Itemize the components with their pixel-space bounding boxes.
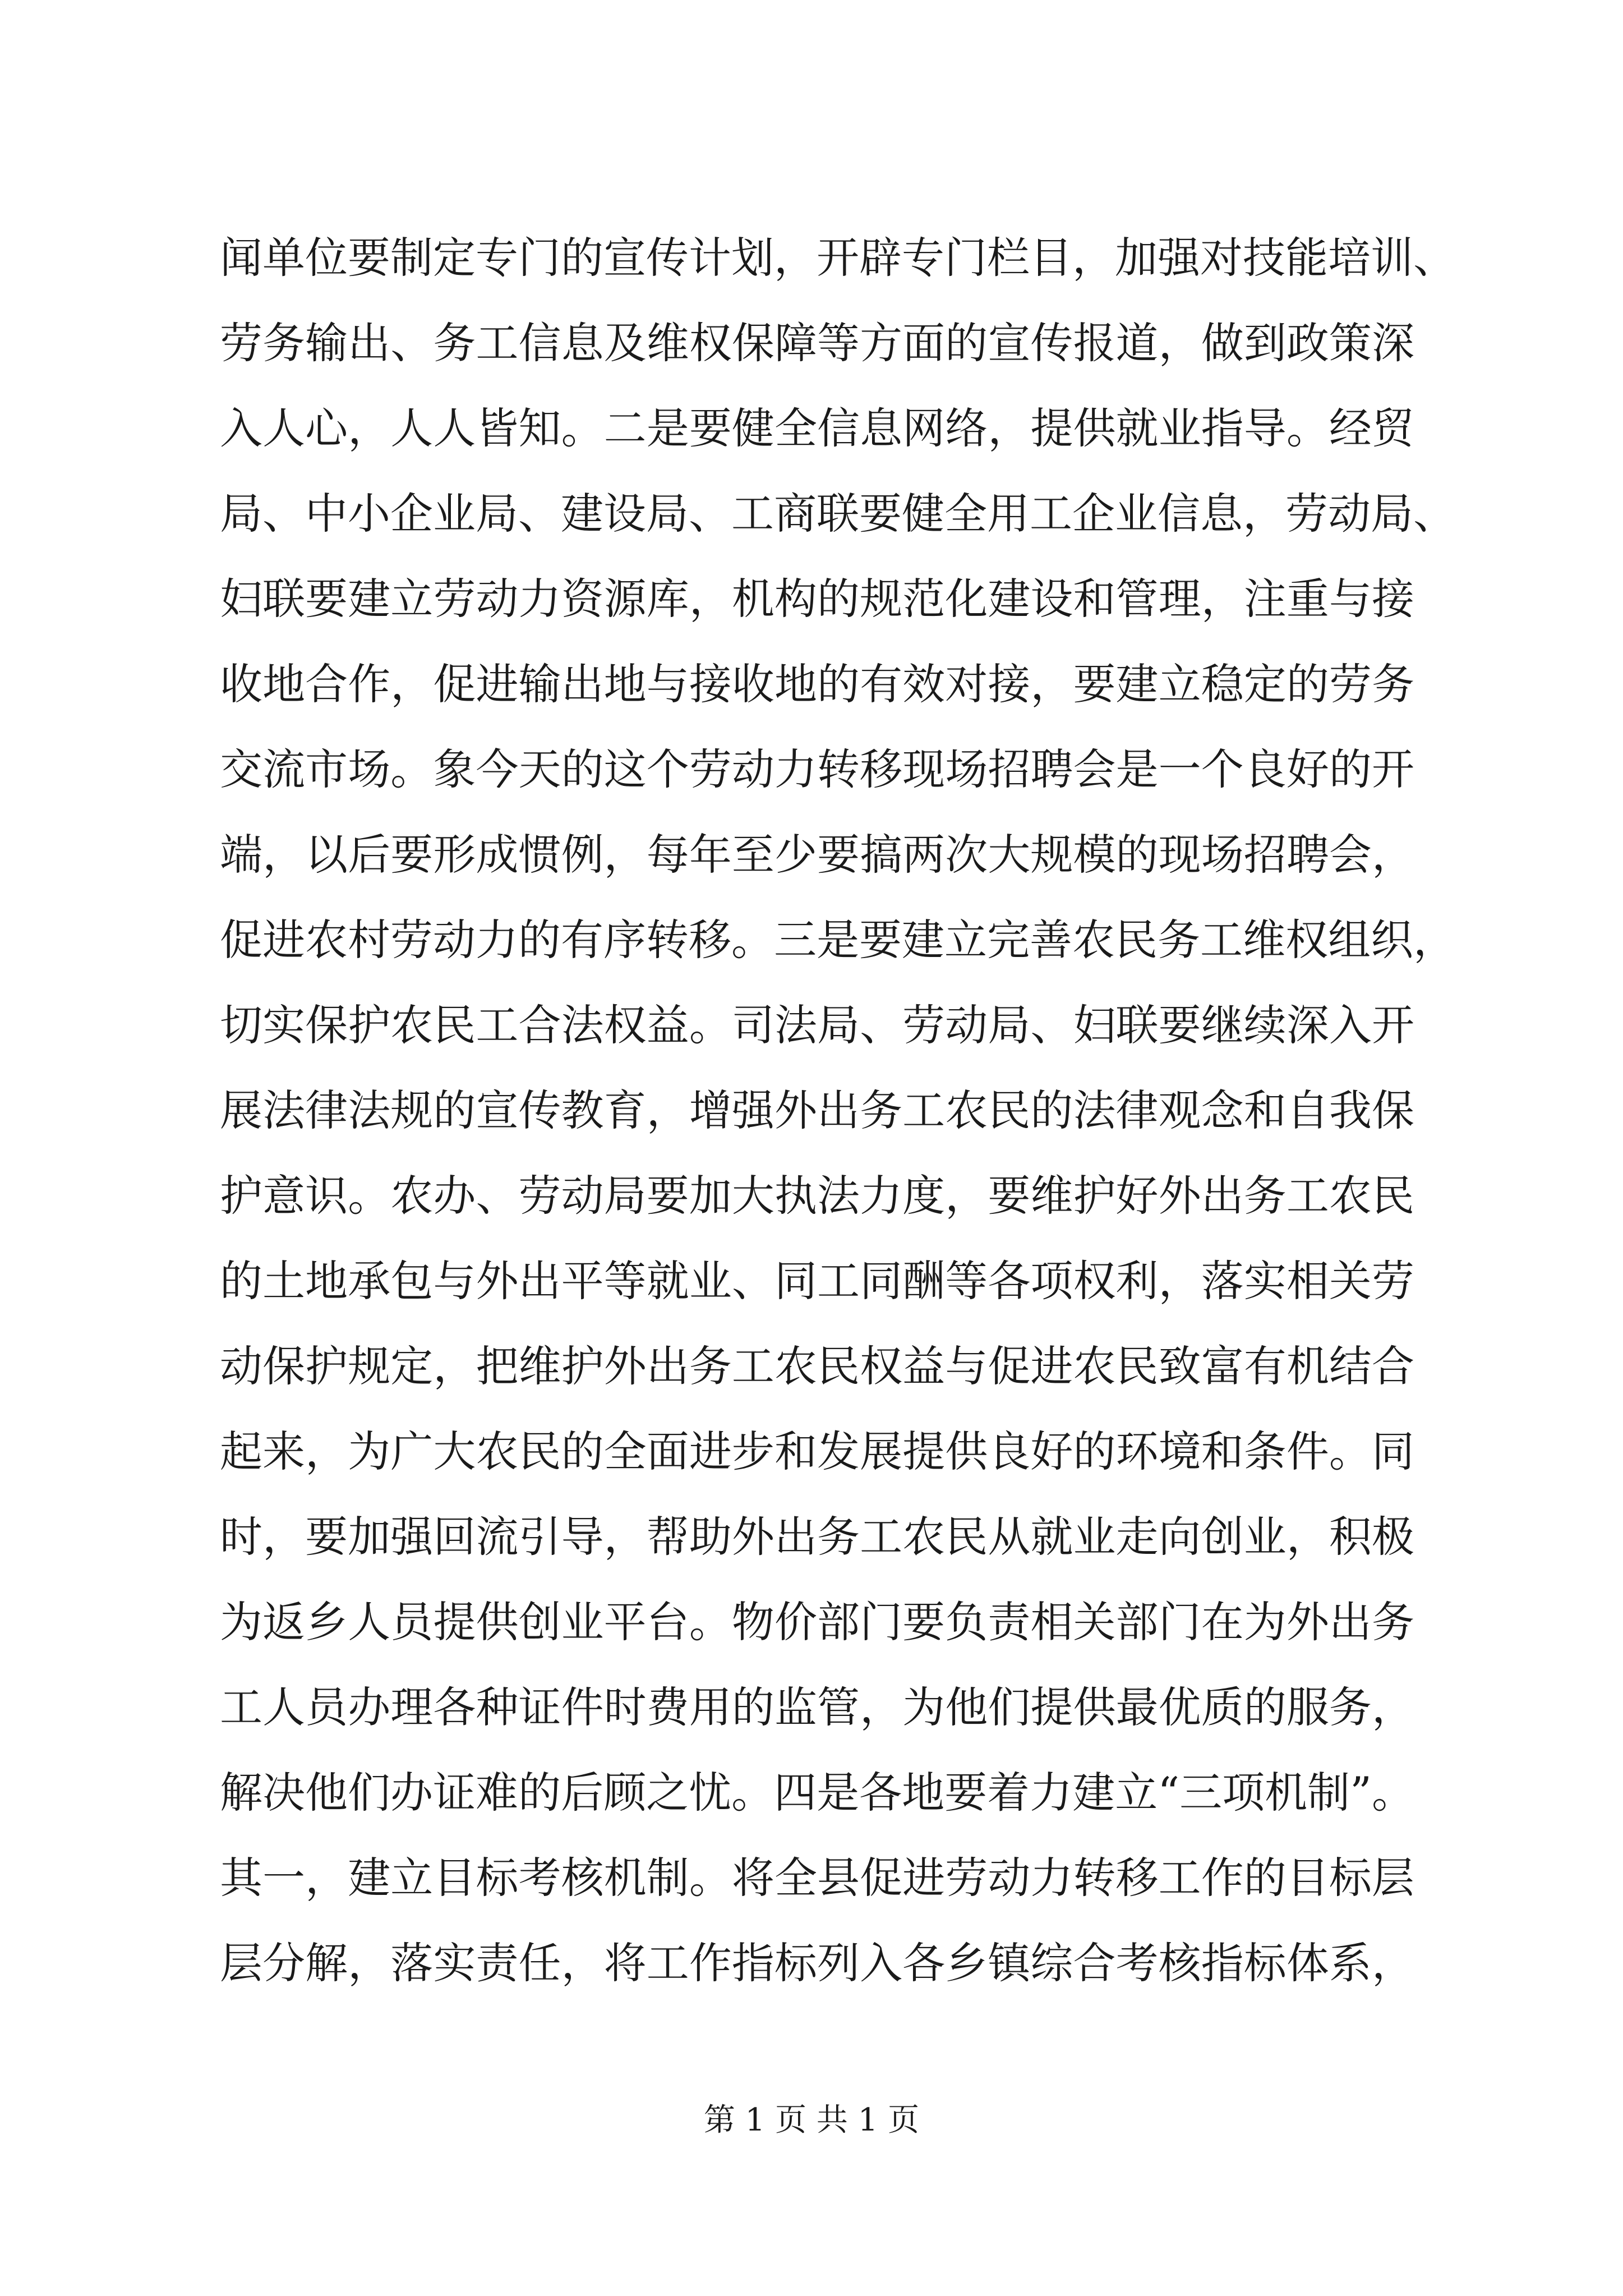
text-line: 工人员办理各种证件时费用的监管，为他们提供最优质的服务，: [220, 1682, 1414, 1732]
text-line: 护意识。农办、劳动局要加大执法力度，要维护好外出务工农民: [220, 1171, 1414, 1221]
text-line: 端，以后要形成惯例，每年至少要搞两次大规模的现场招聘会，: [220, 830, 1414, 880]
page-number-footer: 第 1 页 共 1 页: [703, 2102, 920, 2138]
text-line: 妇联要建立劳动力资源库，机构的规范化建设和管理，注重与接: [220, 574, 1414, 624]
text-line: 时，要加强回流引导，帮助外出务工农民从就业走向创业，积极: [220, 1512, 1414, 1562]
text-line: 局、中小企业局、建设局、工商联要健全用工企业信息，劳动局、: [220, 489, 1456, 539]
text-line: 其一，建立目标考核机制。将全县促进劳动力转移工作的目标层: [220, 1853, 1414, 1903]
text-line: 解决他们办证难的后顾之忧。四是各地要着力建立“三项机制”。: [220, 1768, 1414, 1818]
text-line: 为返乡人员提供创业平台。物价部门要负责相关部门在为外出务: [220, 1597, 1414, 1647]
body-paragraph: [220, 215, 1456, 2006]
text-line: 促进农村劳动力的有序转移。三是要建立完善农民务工维权组织，: [220, 915, 1456, 965]
text-line: 交流市场。象今天的这个劳动力转移现场招聘会是一个良好的开: [220, 744, 1414, 794]
text-line: 起来，为广大农民的全面进步和发展提供良好的环境和条件。同: [220, 1427, 1414, 1476]
text-line: 闻单位要制定专门的宣传计划，开辟专门栏目，加强对技能培训、: [220, 233, 1456, 283]
text-line: 层分解，落实责任，将工作指标列入各乡镇综合考核指标体系，: [220, 1938, 1414, 1988]
text-line: 动保护规定，把维护外出务工农民权益与促进农民致富有机结合: [220, 1341, 1414, 1391]
text-line: 展法律法规的宣传教育，增强外出务工农民的法律观念和自我保: [220, 1085, 1414, 1135]
text-line: 的土地承包与外出平等就业、同工同酬等各项权利，落实相关劳: [220, 1256, 1414, 1306]
text-line: 切实保护农民工合法权益。司法局、劳动局、妇联要继续深入开: [220, 1000, 1414, 1050]
text-line: 劳务输出、务工信息及维权保障等方面的宣传报道，做到政策深: [220, 318, 1414, 368]
text-line: 收地合作，促进输出地与接收地的有效对接，要建立稳定的劳务: [220, 659, 1414, 709]
text-line: 入人心，人人皆知。二是要健全信息网络，提供就业指导。经贸: [220, 403, 1414, 453]
